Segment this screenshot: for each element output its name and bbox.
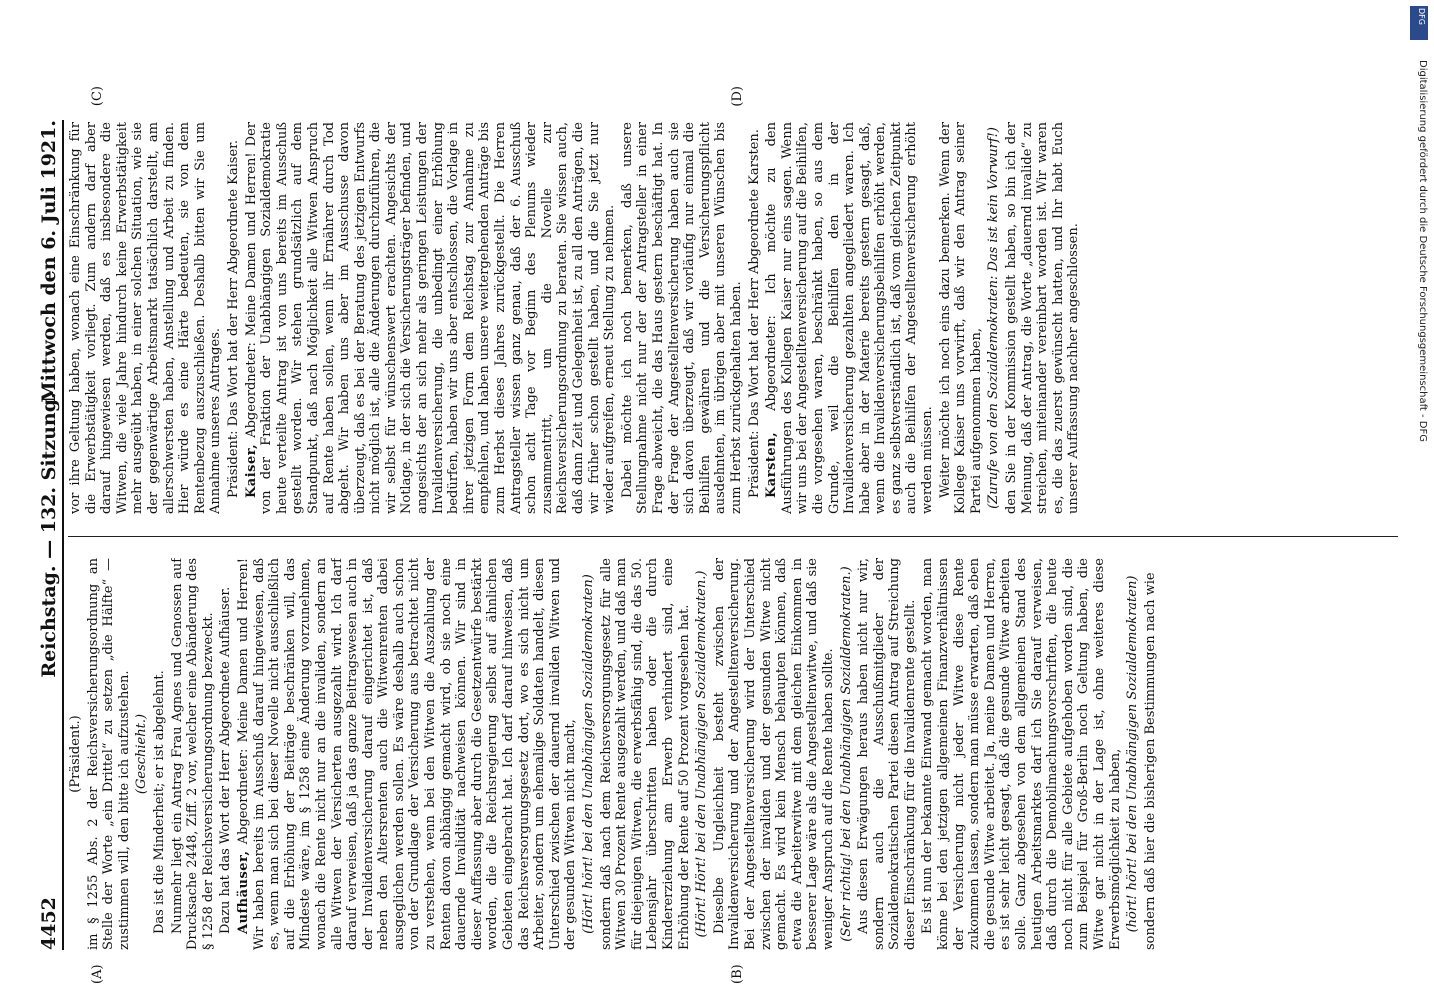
speaker-paragraph bbox=[764, 122, 936, 514]
dfg-logo bbox=[1410, 6, 1428, 40]
margin-marker-b: (B) bbox=[730, 964, 745, 984]
speech-text: Abgeordneter: Meine Damen und Herren! Wir haben bereits im Ausschuß darauf hingewiesen, daß es, wenn man sich bei dieser Novelle nicht ausschließlich auf die Erhöhung der Beiträge beschränken will, das Mindeste wäre, im § 1258 eine Änderung vorzunehmen, wonach die Rente nicht nur an die invaliden, sondern an alle Witwen der Versicherten ausgezahlt wird. Ich darf darauf verweisen, daß ja das ganze Beitragswesen auch in der Invalidenversicherung darauf eingerichtet ist, daß neben den Altersrenten auch die Witwenrenten dabei ausgeglichen werden sollen. Es wäre deshalb auch schon von der Grundlage der Versicherung aus betrachtet nicht zu verstehen, wenn bei den Witwen die Auszahlung der Renten davon abhängig gemacht wird, ob sie noch eine dauernde Invalidität nachweisen können. Wir sind in dieser Auffassung aber durch die Gesetzentwürfe bestärkt worden, die die Reichsregierung selbst auf ähnlichen Gebieten eingebracht hat. Ich darf darauf hinweisen, daß das Reichsversorgungsgesetz dort, wo es sich nicht um Arbeiter, sondern um ehemalige Soldaten handelt, diesen Unterschied zwischen der dauernd invaliden Witwen und der gesunden Witwen nicht macht, bbox=[235, 558, 579, 950]
margin-marker-c: (C) bbox=[90, 86, 105, 107]
section-label: (Präsident.) bbox=[68, 715, 83, 793]
interjection: (Hört! Hört! bei den Unabhängigen Sozialdemokraten.) bbox=[694, 570, 710, 938]
speaker-name: Karsten, bbox=[764, 431, 780, 498]
speaker-name: Kaiser, bbox=[243, 443, 259, 498]
paragraph: Präsident: Das Wort hat der Herr Abgeordnete Karsten. bbox=[746, 129, 762, 498]
paragraph: Dabei möchte ich noch bemerken, daß unsere Stellungnahme nicht nur der der Antragsteller in einer Frage abweicht, die das Haus gestern beschäftigt hat. In der Frage der Angestelltenversicherung haben auch sie sich davon überzeugt, daß wir vorläufig nur einmal die Beihilfen gewähren und die Versicherungspflicht ausdehnten, im übrigen aber mit unseren Wünschen bis zum Herbst zurückgehalten haben. bbox=[619, 122, 744, 514]
page-header bbox=[30, 120, 64, 950]
paragraph: Weiter möchte ich noch eins dazu bemerken. Wenn der Kollege Kaiser uns vorwirft, daß wir den Antrag seiner Partei aufgenommen haben, bbox=[937, 122, 984, 514]
paragraph: im § 1255 Abs. 2 der Reichsversicherungsordnung an Stelle der Worte „ein Drittel“ zu setzen „die Hälfte“ — zustimmen will, den bitte ich aufzustehen. bbox=[85, 558, 132, 950]
interjection: (Hört! hört! bei den Unabhängigen Sozialdemokraten) bbox=[581, 574, 596, 934]
speech-text: Abgeordneter: Meine Damen und Herren! Der von der Fraktion der Unabhängigen Sozialdemokratie heute verteilte Antrag ist von uns bereits im Ausschuß gestellt worden. Wir stehen grundsätzlich auf dem Standpunkt, daß nach Möglichkeit alle Witwen Anspruch auf Rente haben sollen, wenn ihr Ernährer durch Tod abgeht. Wir haben uns aber im Ausschusse davon überzeugt, daß es bei der Beratung des jetzigen Entwurfs nicht möglich ist, alle die Änderungen durchzuführen, die wir selbst für wünschenswert erachten. Angesichts der Notlage, in der sich die Versicherungsträger befinden, und angesichts der an sich mehr als geringen Leistungen der Invalidenversicherung, die unbedingt einer Erhöhung bedürfen, haben wir uns aber entschlossen, die Vorlage in ihrer jetzigen Form dem Reichstag zur Annahme zu empfehlen, und haben unsere weitergehenden Anträge bis zum Herbst dieses Jahres zurückgestellt. Die Herren Antragsteller wissen ganz genau, daß der 6. Ausschuß schon acht Tage vor Beginn des Plenums wieder zusammentritt, um die Novelle zur Reichsversicherungsordnung zu beraten. Sie wissen auch, daß dann Zeit und Gelegenheit ist, zu all den Anträgen, die wir früher schon gestellt haben, und die Sie jetzt nur wieder aufgreifen, erneut Stellung zu nehmen. bbox=[243, 122, 618, 514]
interjection: (Zurufe von den Sozialdemokraten: Das ist kein Vorwurf!) bbox=[986, 127, 1002, 509]
left-column bbox=[68, 558, 1398, 950]
header-date: Mittwoch den 6. Juli 1921. bbox=[38, 120, 60, 403]
margin-marker-d: (D) bbox=[730, 86, 745, 107]
paragraph: sondern daß nach dem Reichsversorgungsgesetz für alle Witwen 30 Prozent Rente ausgezahlt werden, und daß man für diejenigen Witwen, die erwerbsfähig sind, die das 50. Lebensjahr überschritten haben oder die durch Kindererziehung am Erwerb verhindert sind, eine Erhöhung der Rente auf 50 Prozent vorgesehen hat. bbox=[598, 558, 692, 950]
page-body bbox=[30, 86, 1420, 984]
page-number: 4452 bbox=[38, 897, 60, 950]
paragraph: Nunmehr liegt ein Antrag Frau Agnes und Genossen auf Drucksache 2448, Ziff. 2 vor, welcher eine Abänderung des § 1258 der Reichsversicherungsordnung bezweckt. bbox=[169, 558, 216, 950]
paragraph: Dieselbe Ungleichheit besteht zwischen der Invalidenversicherung und der Angestelltenversicherung. Bei der Angestelltenversicherung wird der Unterschied zwischen der invaliden und der gesunden Witwe nicht gemacht. Es wird kein Mensch behaupten können, daß etwa die Arbeiterwitwe mit dem gleichen Einkommen in besserer Lage wäre als die Angestelltenwitwe, und daß sie weniger Anspruch auf die Rente haben sollte. bbox=[711, 558, 836, 950]
paragraph: Aus diesen Erwägungen heraus haben nicht nur wir, sondern auch die Ausschußmitglieder der Sozialdemokratischen Partei diesen Antrag auf Streichung dieser Einschränkung für die Invalidenrente gestellt. bbox=[856, 558, 918, 950]
column-rule bbox=[68, 536, 1398, 537]
speaker-paragraph bbox=[236, 558, 579, 950]
interjection: (Geschieht.) bbox=[134, 713, 150, 795]
margin-marker-a: (A) bbox=[90, 964, 105, 984]
right-column bbox=[68, 122, 1398, 514]
paragraph: Das ist die Minderheit; er ist abgelehnt. bbox=[151, 670, 167, 934]
paragraph: vor ihre Geltung haben, wonach eine Einschränkung für die Erwerbstätigkeit vorliegt. Zum andern darf aber darauf hingewiesen werden, daß es insbesondere die Witwen, die viele Jahre hindurch keine Erwerbstätigkeit mehr ausgeübt haben, in einer solchen Situation, wie sie der gegenwärtige Arbeitsmarkt tatsächlich darstellt, am allerschwersten haben, Anstellung und Arbeit zu finden. Hier würde es eine Härte bedeuten, sie von dem Rentenbezug auszuschließen. Deshalb bitten wir Sie um Annahme unseres Antrages. bbox=[68, 122, 224, 514]
interjection: (Sehr richtig! bei den Unabhängigen Sozialdemokraten.) bbox=[838, 566, 854, 942]
paragraph: Es ist nun der bekannte Einwand gemacht worden, man könne bei den jetzigen allgemeinen Finanzverhältnissen der Versicherung nicht jeder Witwe diese Rente zukommen lassen, sondern man müsse erwarten, daß eben die gesunde Witwe arbeitet. Ja, meine Damen und Herren, es ist sehr leicht gesagt, daß die gesunde Witwe arbeiten solle. Ganz abgesehen von dem allgemeinen Stand des heutigen Arbeitsmarktes darf ich Sie darauf verweisen, daß durch die Demobilmachungsvorschriften, die heute noch nicht für alle Gebiete aufgehoben worden sind, die zum Beispiel für Groß-Berlin noch Geltung haben, die Witwe gar nicht in der Lage ist, ohne weiteres diese Erwerbsmöglichkeit zu haben, bbox=[920, 558, 1123, 950]
paragraph: sondern daß hier die bisherigen Bestimmungen nach wie bbox=[1142, 572, 1158, 950]
paragraph: Dazu hat das Wort der Herr Abgeordnete Aufhäuser. bbox=[218, 586, 234, 934]
interjection: (hört! hört! bei den Unabhängigen Sozialdemokraten) bbox=[1125, 575, 1141, 933]
paragraph: den Sie in der Kommission gestellt haben, so bin ich der Meinung, daß der Antrag, die Worte „dauernd invalide“ zu streichen, miteinander vereinbart worden ist. Wir waren es, die das zuerst gewünscht hatten, und Ihr habt Euch unserer Auffassung nachher angeschlossen. bbox=[1004, 122, 1082, 514]
dfg-sidenote-text: Digitalisierung gefördert durch die Deutsche Forschungsgemeinschaft - DFG bbox=[1417, 60, 1428, 443]
dfg-sidenote bbox=[1412, 60, 1428, 940]
header-center: Reichstag. — 132. Sitzung. bbox=[38, 392, 60, 678]
speaker-paragraph bbox=[244, 122, 618, 514]
paragraph: Präsident: Das Wort hat der Herr Abgeordnete Kaiser. bbox=[225, 139, 241, 498]
dfg-logo-text: DFG bbox=[1417, 8, 1426, 25]
speech-text: Abgeordneter: Ich möchte zu den Ausführungen des Kollegen Kaiser nur eins sagen. Wenn wir uns bei der Angestelltenversicherung auf die Beihilfen, die vorgesehen waren, beschränkt haben, so aus dem Grunde, weil die Beihilfen den in der Invalidenversicherung gezahlten angegliedert waren. Ich habe aber in der Materie bereits gestern gesagt, daß, wenn die Invalidenversicherungsbeihilfen erhöht werden, es ganz selbstverständlich ist, daß vom gleichen Zeitpunkt auch die Beihilfen der Angestelltenversicherung erhöht werden müssen. bbox=[764, 122, 936, 514]
speaker-name: Aufhäuser, bbox=[235, 850, 251, 934]
